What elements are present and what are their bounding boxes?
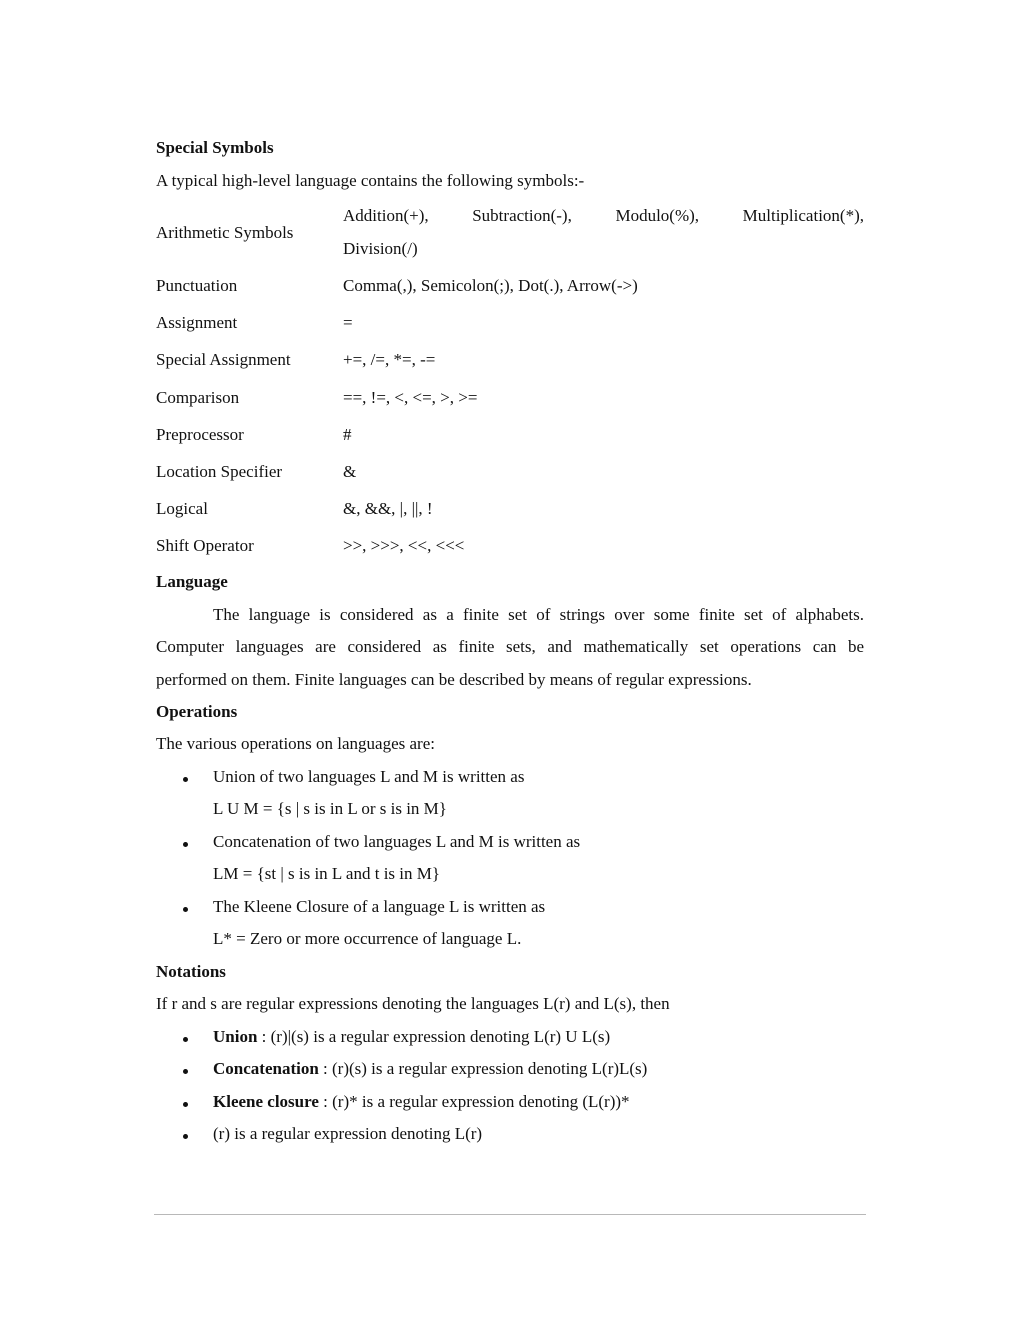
list-item-formula: LM = {st | s is in L and t is in M}	[213, 864, 441, 883]
heading-special-symbols: Special Symbols	[156, 138, 274, 157]
heading-operations: Operations	[156, 702, 238, 721]
list-item: Union of two languages L and M is written as	[213, 767, 525, 786]
bullet-icon	[183, 1134, 191, 1142]
bullet-icon	[183, 1037, 191, 1045]
symbol-row-label: Punctuation	[156, 276, 238, 295]
language-paragraph-line: The language is considered as a finite set of strings over some finite set of alphabets.	[213, 605, 864, 624]
bullet-icon	[183, 842, 191, 850]
symbol-row-label: Arithmetic Symbols	[156, 223, 294, 242]
bullet-icon	[183, 907, 191, 915]
bullet-icon	[183, 1069, 191, 1077]
symbol-row-value: &, &&, |, ||, !	[343, 499, 433, 518]
notation-text: (r) is a regular expression denoting L(r)	[213, 1124, 483, 1143]
notation-text: : (r)|(s) is a regular expression denoting L(r) U L(s)	[257, 1027, 611, 1046]
symbol-row-value: &	[343, 462, 357, 481]
symbol-row-label: Logical	[156, 499, 208, 518]
language-paragraph-line: Computer languages are considered as finite sets, and mathematically set operations can be	[156, 637, 864, 656]
notations-intro: If r and s are regular expressions denoting the languages L(r) and L(s), then	[156, 994, 670, 1013]
list-item	[213, 1092, 630, 1112]
list-item-formula: L U M = {s | s is in L or s is in M}	[213, 799, 447, 818]
notation-term: Union	[213, 1027, 258, 1046]
symbol-row-label: Preprocessor	[156, 425, 244, 444]
symbol-row-label: Special Assignment	[156, 350, 291, 369]
special-symbols-intro: A typical high-level language contains the following symbols:-	[156, 171, 585, 190]
symbol-row-value: =	[343, 313, 353, 332]
symbol-row-value: Addition(+), Subtraction(-), Modulo(%), Multiplication(*),	[343, 206, 864, 225]
symbol-row-label: Location Specifier	[156, 462, 283, 481]
heading-language: Language	[156, 572, 228, 591]
list-item-formula: L* = Zero or more occurrence of language L.	[213, 929, 522, 948]
list-item: The Kleene Closure of a language L is written as	[213, 897, 546, 916]
list-item	[213, 1027, 610, 1047]
list-item	[213, 1059, 647, 1079]
symbol-row-value: Comma(,), Semicolon(;), Dot(.), Arrow(->)	[343, 276, 638, 295]
symbol-row-label: Shift Operator	[156, 536, 254, 555]
notation-text: : (r)(s) is a regular expression denoting L(r)L(s)	[318, 1059, 648, 1078]
list-item	[213, 1124, 482, 1144]
bullet-icon	[183, 777, 191, 785]
symbol-row-value: #	[343, 425, 352, 444]
list-item: Concatenation of two languages L and M is written as	[213, 832, 581, 851]
symbol-row-value-cont: Division(/)	[343, 239, 418, 258]
notation-term: Concatenation	[213, 1059, 319, 1078]
symbol-row-value: ==, !=, <, <=, >, >=	[343, 388, 478, 407]
footer-divider	[154, 1214, 866, 1215]
symbol-row-value: +=, /=, *=, -=	[343, 350, 436, 369]
symbol-row-label: Assignment	[156, 313, 238, 332]
heading-notations: Notations	[156, 962, 226, 981]
language-paragraph-line: performed on them. Finite languages can be described by means of regular expressions.	[156, 670, 752, 689]
symbol-row-value: >>, >>>, <<, <<<	[343, 536, 465, 555]
notation-text: : (r)* is a regular expression denoting (L(r))*	[318, 1092, 630, 1111]
operations-intro: The various operations on languages are:	[156, 734, 435, 753]
bullet-icon	[183, 1102, 191, 1110]
notation-term: Kleene closure	[213, 1092, 319, 1111]
symbol-row-label: Comparison	[156, 388, 240, 407]
